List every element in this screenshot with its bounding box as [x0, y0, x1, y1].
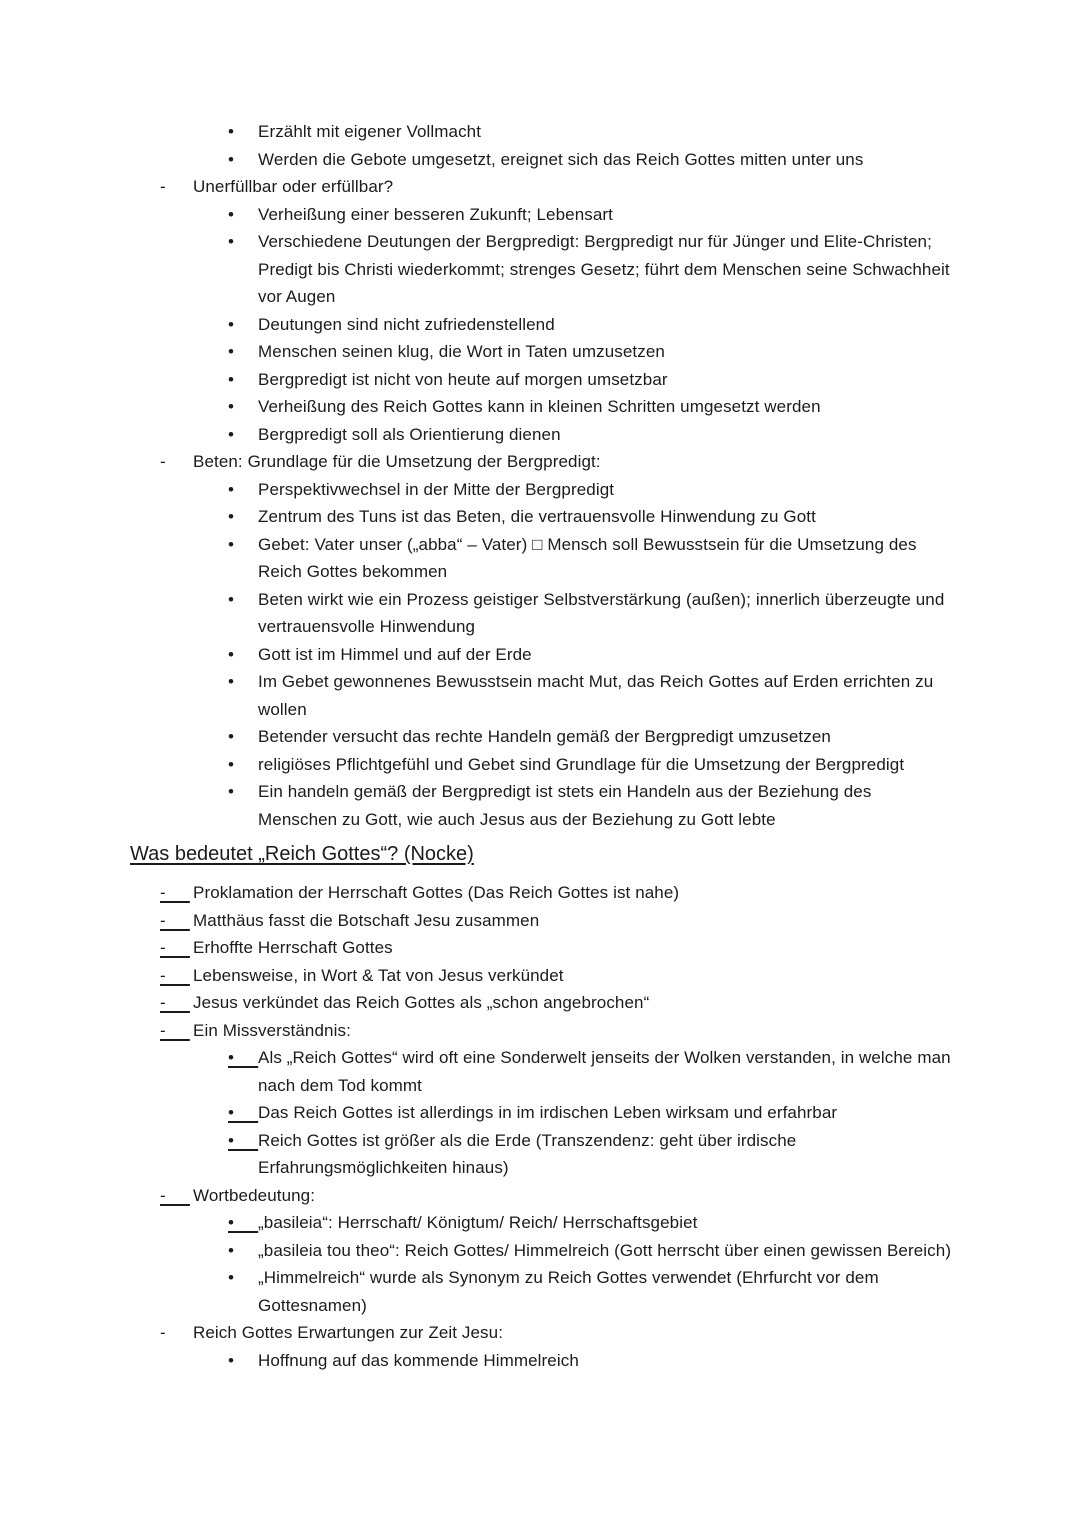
list-item-text: Proklamation der Herrschaft Gottes (Das Reich Gottes ist nahe): [193, 883, 680, 902]
bullet-marker: •: [228, 1213, 259, 1232]
list-item: [0, 1237, 952, 1265]
list-item: [0, 421, 952, 449]
list-item: [0, 1347, 952, 1375]
list-item-text: Lebensweise, in Wort & Tat von Jesus verkündet: [193, 965, 564, 985]
bullet-marker: •: [228, 397, 259, 416]
dash-marker: -: [160, 910, 190, 930]
dash-marker: -: [160, 1323, 190, 1342]
list-item-text: „basileia“: Herrschaft/ Königtum/ Reich/ Herrschaftsgebiet: [258, 1213, 698, 1232]
list-item: [0, 1209, 952, 1237]
bullet-marker: •: [228, 1103, 259, 1122]
list-item-text: Das Reich Gottes ist allerdings in im irdischen Leben wirksam und erfahrbar: [258, 1103, 838, 1122]
bullet-marker: •: [228, 1048, 259, 1067]
list-item-text: Gott ist im Himmel und auf der Erde: [258, 644, 532, 664]
list-item-text: Gebet: Vater unser („abba“ – Vater) □ Mensch soll Bewusstsein für die Umsetzung des Reich Gottes bekommen: [258, 534, 917, 581]
bullet-marker: •: [228, 122, 259, 141]
list-item-text: Zentrum des Tuns ist das Beten, die vertrauensvolle Hinwendung zu Gott: [258, 507, 816, 526]
bullet-marker: •: [228, 754, 259, 774]
list-item: [0, 586, 952, 641]
list-item-text: Im Gebet gewonnenes Bewusstsein macht Mut, das Reich Gottes auf Erden errichten zu wollen: [258, 672, 934, 719]
list-item: [0, 393, 952, 421]
bullet-marker: •: [228, 507, 259, 526]
bullet-marker: •: [228, 727, 259, 746]
list-item: [0, 366, 952, 394]
list-item-text: Reich Gottes Erwartungen zur Zeit Jesu:: [193, 1323, 504, 1342]
list-item: [0, 228, 952, 311]
section-heading: [0, 839, 952, 869]
list-item-text: „basileia tou theo“: Reich Gottes/ Himmelreich (Gott herrscht über einen gewissen Bereich): [258, 1240, 952, 1260]
bullet-marker: •: [228, 204, 259, 224]
bullet-marker: •: [228, 782, 259, 801]
list-item: [0, 1264, 952, 1319]
dash-marker: -: [160, 1020, 190, 1040]
bullet-marker: •: [228, 232, 259, 251]
list-item: [0, 1319, 952, 1347]
list-item: [0, 934, 952, 962]
list-item: [0, 338, 952, 366]
list-item-text: Ein handeln gemäß der Bergpredigt ist stets ein Handeln aus der Beziehung des Menschen zu Gott, wie auch Jesus aus der Beziehung zu Gott lebte: [258, 782, 872, 829]
bullet-marker: •: [228, 589, 259, 609]
bullet-marker: •: [228, 314, 259, 334]
list-item: [0, 311, 952, 339]
dash-marker: -: [160, 993, 190, 1012]
dash-marker: -: [160, 452, 190, 471]
list-item: [0, 448, 952, 476]
list-item: [0, 118, 952, 146]
list-item: [0, 1099, 952, 1127]
list-item-text: Verheißung des Reich Gottes kann in kleinen Schritten umgesetzt werden: [258, 397, 821, 416]
notes-section: [0, 839, 952, 1374]
list-item-text: Wortbedeutung:: [193, 1185, 316, 1205]
section-heading-text: Was bedeutet „Reich Gottes“? (Nocke): [130, 843, 474, 865]
list-item-text: Erzählt mit eigener Vollmacht: [258, 122, 482, 141]
list-item-text: Reich Gottes ist größer als die Erde (Transzendenz: geht über irdische Erfahrungsmöglichkeiten hinaus): [258, 1130, 797, 1177]
list-item-text: Als „Reich Gottes“ wird oft eine Sonderwelt jenseits der Wolken verstanden, in welche man nach dem Tod kommt: [258, 1048, 951, 1095]
list-item-text: Hoffnung auf das kommende Himmelreich: [258, 1350, 579, 1370]
list-item-text: Menschen seinen klug, die Wort in Taten umzusetzen: [258, 342, 665, 361]
list-item-text: Ein Missverständnis:: [193, 1020, 351, 1040]
bullet-marker: •: [228, 1240, 259, 1260]
bullet-marker: •: [228, 149, 259, 169]
list-item-text: Verheißung einer besseren Zukunft; Lebensart: [258, 204, 614, 224]
list-item-text: Perspektivwechsel in der Mitte der Bergpredigt: [258, 479, 615, 499]
list-item: [0, 476, 952, 504]
list-item-text: „Himmelreich“ wurde als Synonym zu Reich Gottes verwendet (Ehrfurcht vor dem Gottesnamen): [258, 1268, 879, 1315]
notes-section: [0, 118, 952, 833]
bullet-marker: •: [228, 644, 259, 664]
dash-marker: -: [160, 1185, 190, 1205]
list-item: [0, 1127, 952, 1182]
list-item-text: Matthäus fasst die Botschaft Jesu zusammen: [193, 910, 540, 930]
list-item: [0, 989, 952, 1017]
list-item: [0, 962, 952, 990]
list-item: [0, 879, 952, 907]
bullet-marker: •: [228, 1268, 259, 1287]
bullet-marker: •: [228, 672, 259, 691]
list-item: [0, 1044, 952, 1099]
list-item-text: religiöses Pflichtgefühl und Gebet sind Grundlage für die Umsetzung der Bergpredigt: [258, 754, 905, 774]
list-item-text: Werden die Gebote umgesetzt, ereignet sich das Reich Gottes mitten unter uns: [258, 149, 864, 169]
dash-marker: -: [160, 177, 190, 196]
list-item-text: Jesus verkündet das Reich Gottes als „schon angebrochen“: [193, 993, 650, 1012]
bullet-marker: •: [228, 424, 259, 444]
list-item: [0, 503, 952, 531]
bullet-marker: •: [228, 342, 259, 361]
list-item-text: Bergpredigt soll als Orientierung dienen: [258, 424, 561, 444]
list-item: [0, 778, 952, 833]
list-item-text: Erhoffte Herrschaft Gottes: [193, 938, 393, 957]
list-item: [0, 173, 952, 201]
bullet-marker: •: [228, 479, 259, 499]
list-item-text: Deutungen sind nicht zufriedenstellend: [258, 314, 555, 334]
bullet-marker: •: [228, 534, 259, 554]
list-item-text: Verschiedene Deutungen der Bergpredigt: Bergpredigt nur für Jünger und Elite-Christen; Predigt bis Christi wiederkommt; strenges Gesetz; führt dem Menschen seine Schwachheit vor Augen: [258, 232, 950, 306]
list-item-text: Beten wirkt wie ein Prozess geistiger Selbstverstärkung (außen); innerlich überzeugte und vertrauensvolle Hinwendung: [258, 589, 945, 636]
dash-marker: -: [160, 938, 190, 957]
list-item: [0, 531, 952, 586]
bullet-marker: •: [228, 1350, 259, 1370]
list-item-text: Unerfüllbar oder erfüllbar?: [193, 177, 394, 196]
bullet-marker: •: [228, 1130, 259, 1150]
list-item-text: Beten: Grundlage für die Umsetzung der Bergpredigt:: [193, 452, 601, 471]
list-item: [0, 641, 952, 669]
list-item: [0, 723, 952, 751]
list-item: [0, 201, 952, 229]
document-body: [0, 118, 952, 1374]
dash-marker: -: [160, 965, 190, 985]
dash-marker: -: [160, 883, 190, 902]
list-item: [0, 1182, 952, 1210]
list-item: [0, 751, 952, 779]
list-item-text: Bergpredigt ist nicht von heute auf morgen umsetzbar: [258, 369, 668, 389]
list-item: [0, 1017, 952, 1045]
list-item: [0, 668, 952, 723]
bullet-marker: •: [228, 369, 259, 389]
list-item: [0, 146, 952, 174]
list-item: [0, 907, 952, 935]
list-item-text: Betender versucht das rechte Handeln gemäß der Bergpredigt umzusetzen: [258, 727, 831, 746]
